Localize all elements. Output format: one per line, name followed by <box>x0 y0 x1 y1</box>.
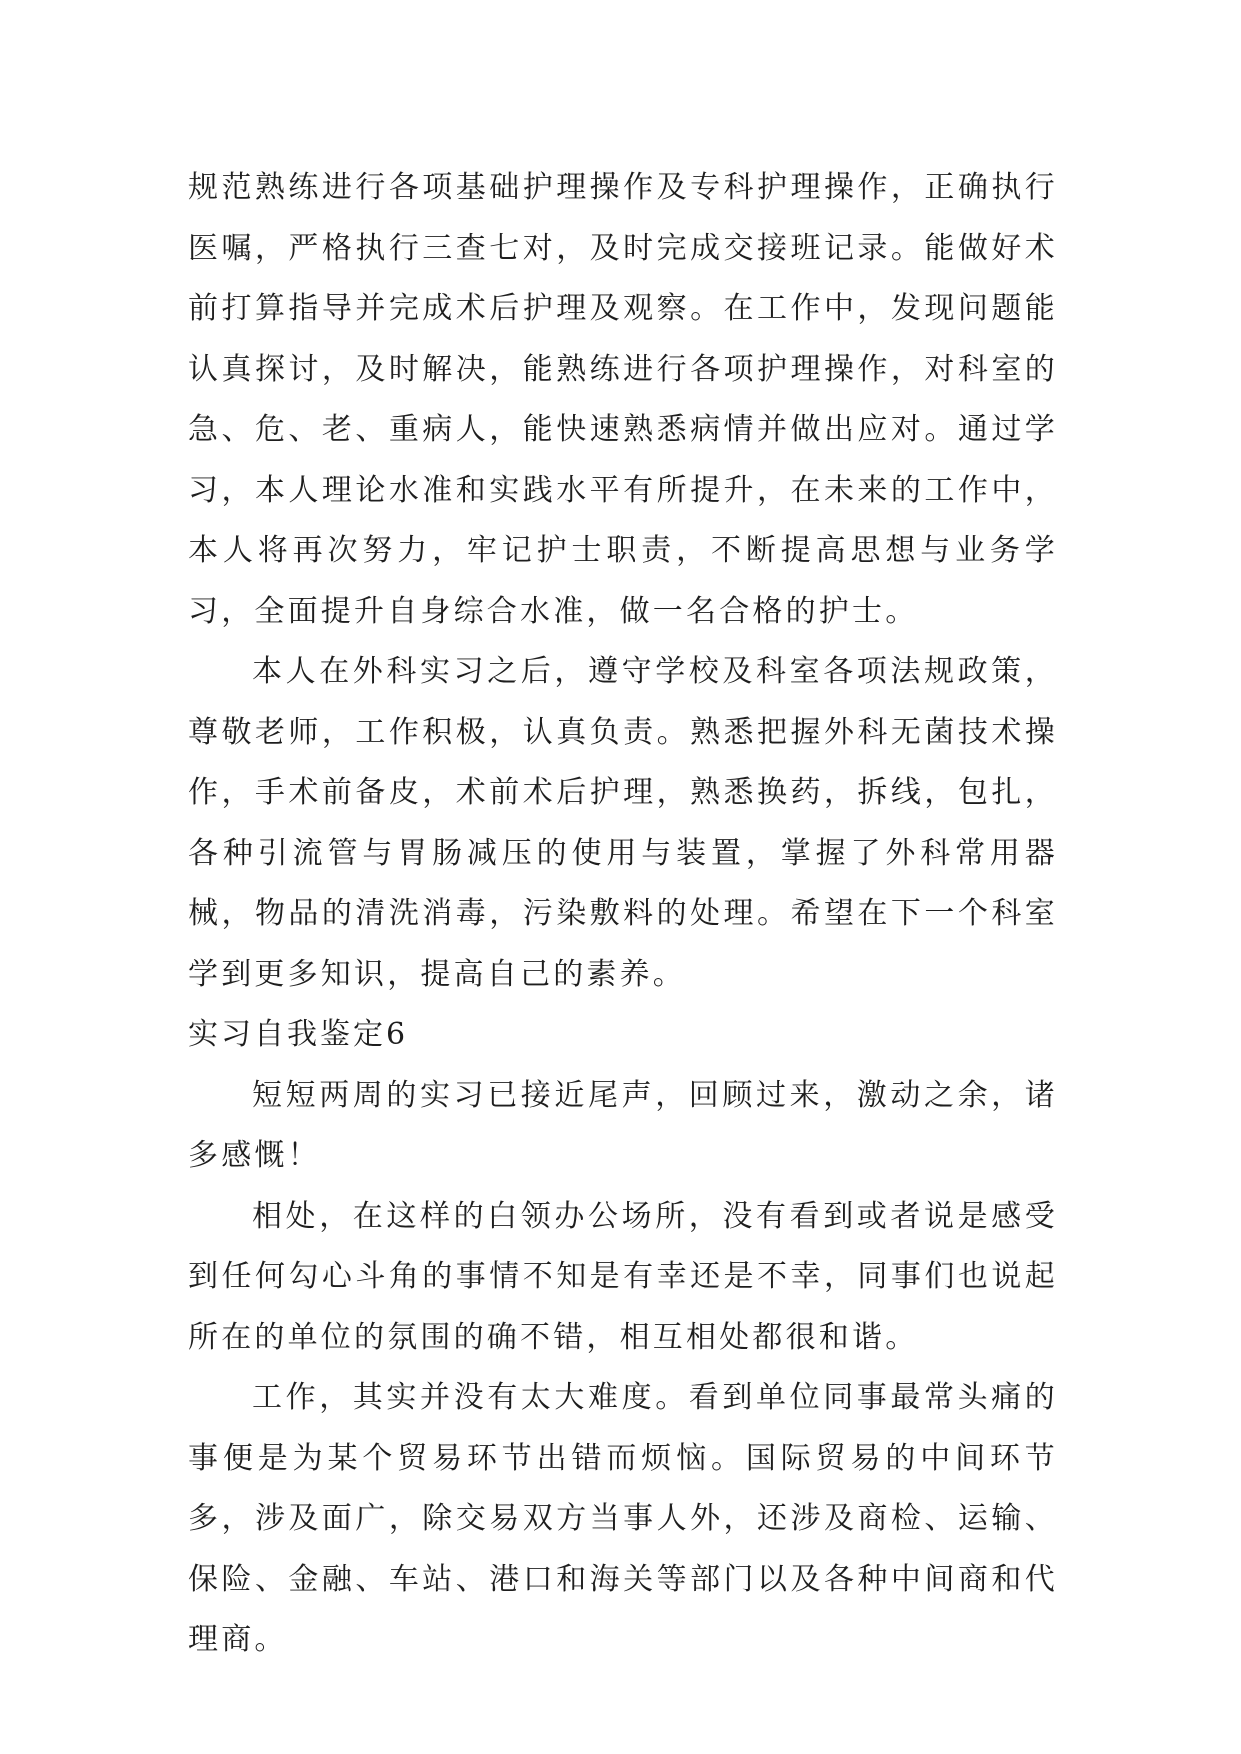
paragraph-work-difficulty: 工作，其实并没有太大难度。看到单位同事最常头痛的事便是为某个贸易环节出错而烦恼。国际贸易的中间环节多，涉及面广，除交易双方当事人外，还涉及商检、运输、保险、金融、车站、港口和海关等部门以及各种中间商和代理商。 <box>188 1380 1058 1657</box>
document-body <box>188 158 1058 1671</box>
paragraph-nursing-duties: 规范熟练进行各项基础护理操作及专科护理操作，正确执行医嘱，严格执行三查七对，及时完成交接班记录。能做好术前打算指导并完成术后护理及观察。在工作中，发现问题能认真探讨，及时解决，能熟练进行各项护理操作，对科室的急、危、老、重病人，能快速熟悉病情并做出应对。通过学习，本人理论水准和实践水平有所提升，在未来的工作中，本人将再次努力，牢记护士职责，不断提高思想与业务学习，全面提升自身综合水准，做一名合格的护士。 <box>188 170 1058 629</box>
paragraph-surgery-internship: 本人在外科实习之后，遵守学校及科室各项法规政策，尊敬老师，工作积极，认真负责。熟悉把握外科无菌技术操作，手术前备皮，术前术后护理，熟悉换药，拆线，包扎，各种引流管与胃肠减压的使用与装置，掌握了外科常用器械，物品的清洗消毒，污染敷料的处理。希望在下一个科室学到更多知识，提高自己的素养。 <box>188 654 1058 992</box>
paragraph-internship-end: 短短两周的实习已接近尾声，回顾过来，激动之余，诸多感慨！ <box>188 1077 1058 1173</box>
paragraph-colleagues: 相处，在这样的白领办公场所，没有看到或者说是感受到任何勾心斗角的事情不知是有幸还是不幸，同事们也说起所在的单位的氛围的确不错，相互相处都很和谐。 <box>188 1198 1058 1355</box>
section-heading: 实习自我鉴定6 <box>188 1017 409 1052</box>
